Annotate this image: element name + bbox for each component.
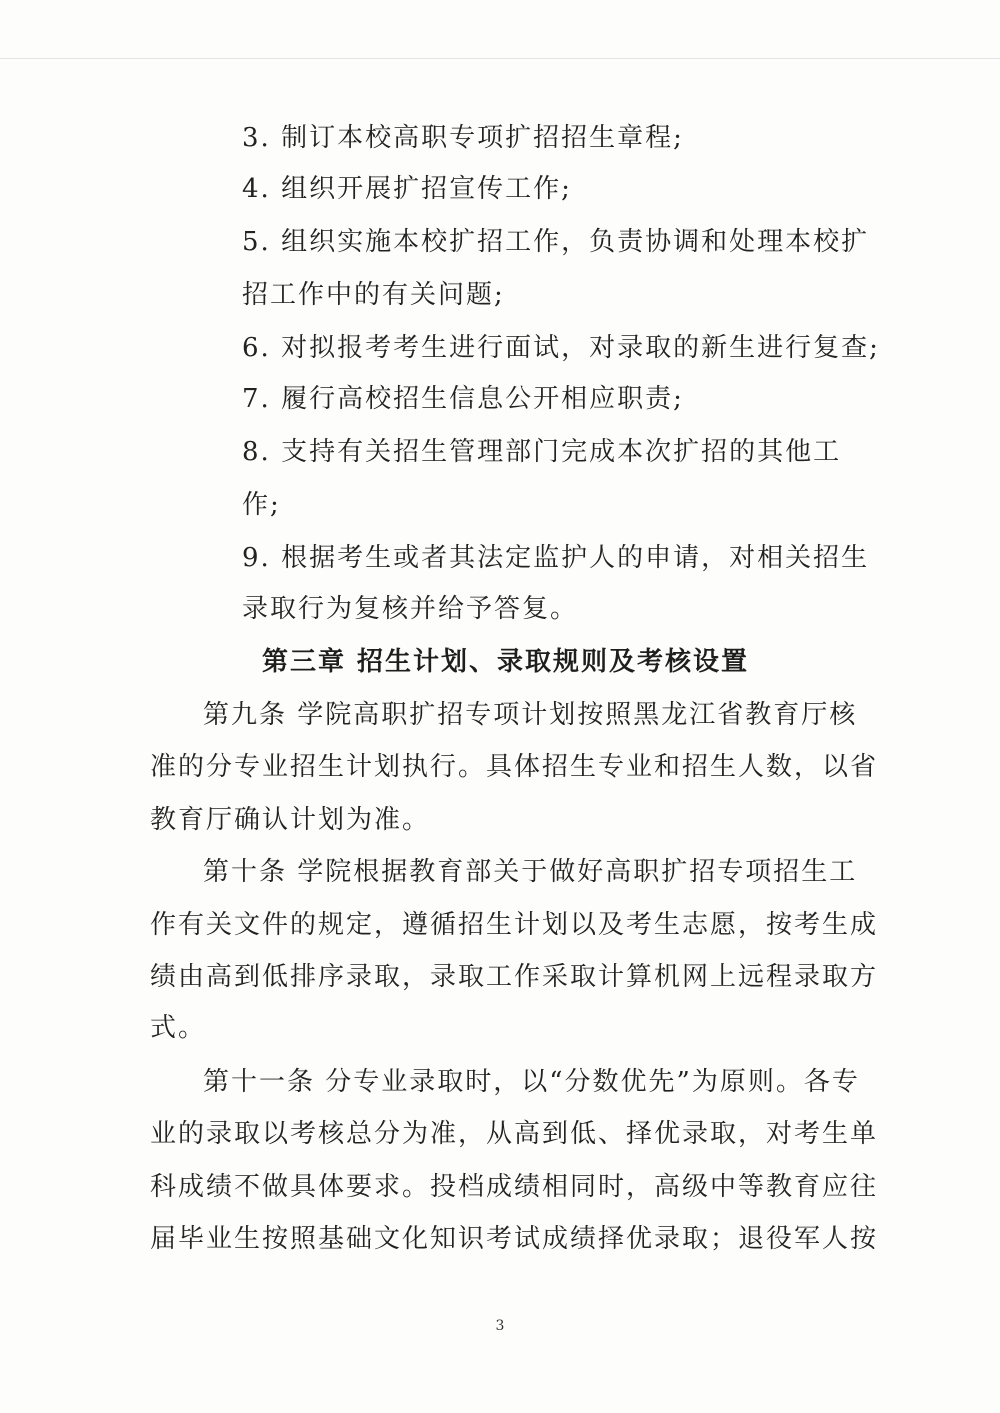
article-10-line-3: 绩由高到低排序录取，录取工作采取计算机网上远程录取方 [150, 962, 879, 992]
article-10-line-4: 式。 [150, 1013, 207, 1043]
article-9-line-1: 第九条 学院高职扩招专项计划按照黑龙江省教育厅核 [203, 700, 858, 730]
article-10-line-2: 作有关文件的规定，遵循招生计划以及考生志愿，按考生成 [150, 910, 879, 940]
item-9-line-2: 录取行为复核并给予答复。 [242, 594, 579, 624]
item-5-line-2: 招工作中的有关问题; [242, 280, 505, 310]
article-9-line-2: 准的分专业招生计划执行。具体招生专业和招生人数，以省 [150, 752, 879, 782]
article-10-line-1: 第十条 学院根据教育部关于做好高职扩招专项招生工 [203, 857, 858, 887]
item-8-line-2: 作; [242, 490, 281, 520]
item-7: 7. 履行高校招生信息公开相应职责; [242, 384, 684, 414]
article-11-line-4: 届毕业生按照基础文化知识考试成绩择优录取；退役军人按 [150, 1224, 879, 1254]
article-11-line-2: 业的录取以考核总分为准，从高到低、择优录取，对考生单 [150, 1119, 879, 1149]
article-11-line-1: 第十一条 分专业录取时，以“分数优先”为原则。各专 [203, 1067, 860, 1097]
item-9-line-1: 9. 根据考生或者其法定监护人的申请，对相关招生 [242, 543, 870, 573]
item-4: 4. 组织开展扩招宣传工作; [242, 174, 572, 204]
item-5-line-1: 5. 组织实施本校扩招工作，负责协调和处理本校扩 [242, 227, 870, 257]
top-divider [0, 58, 1000, 59]
article-11-line-3: 科成绩不做具体要求。投档成绩相同时，高级中等教育应往 [150, 1172, 879, 1202]
item-8-line-1: 8. 支持有关招生管理部门完成本次扩招的其他工 [242, 437, 842, 467]
chapter-3-heading: 第三章 招生计划、录取规则及考核设置 [262, 647, 750, 677]
item-3: 3. 制订本校高职专项扩招招生章程; [242, 123, 684, 153]
page-number: 3 [495, 1318, 505, 1334]
item-6: 6. 对拟报考考生进行面试，对录取的新生进行复查; [242, 333, 880, 363]
article-9-line-3: 教育厅确认计划为准。 [150, 805, 431, 835]
